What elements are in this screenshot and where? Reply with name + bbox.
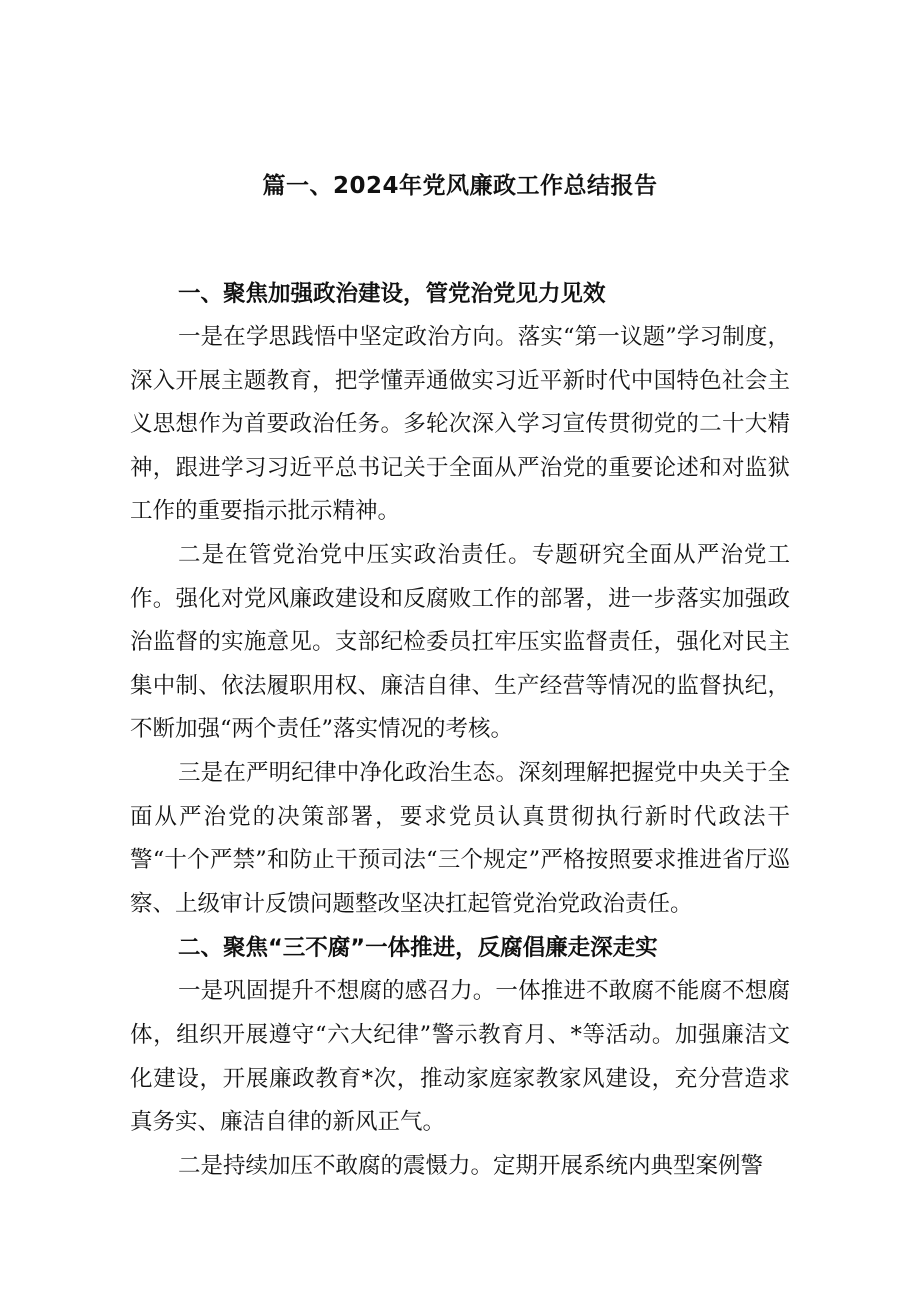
paragraph-2-2: 二是持续加压不敢腐的震慑力。定期开展系统内典型案例警 <box>178 1152 764 1179</box>
section-heading-1: 一、聚焦加强政治建设，管党治党见力见效 <box>178 281 606 307</box>
section-heading-2: 二、聚焦“三不腐”一体推进，反腐倡廉走深走实 <box>178 935 658 962</box>
document-title: 篇一、2024年党风廉政工作总结报告 <box>262 173 658 199</box>
document-body <box>130 272 790 1188</box>
paragraph-1-2: 二是在管党治党中压实政治责任。专题研究全面从严治党工作。强化对党风廉政建设和反腐败工作的部署，进一步落实加强政治监督的实施意见。支部纪检委员扛牢压实监督责任，强化对民主集中制、依法履职用权、廉洁自律、生产经营等情况的监督执纪，不断加强“两个责任”落实情况的考核。 <box>130 541 790 743</box>
paragraph-1-3: 三是在严明纪律中净化政治生态。深刻理解把握党中央关于全面从严治党的决策部署，要求党员认真贯彻执行新时代政法干警“十个严禁”和防止干预司法“三个规定”严格按照要求推进省厅巡察、上级审计反馈问题整改坚决扛起管党治党政治责任。 <box>130 759 790 917</box>
paragraph-1-1: 一是在学思践悟中坚定政治方向。落实“第一议题”学习制度，深入开展主题教育，把学懂弄通做实习近平新时代中国特色社会主义思想作为首要政治任务。多轮次深入学习宣传贯彻党的二十大精神，跟进学习习近平总书记关于全面从严治党的重要论述和对监狱工作的重要指示批示精神。 <box>130 324 790 525</box>
paragraph-2-1: 一是巩固提升不想腐的感召力。一体推进不敢腐不能腐不想腐体，组织开展遵守“六大纪律”警示教育月、*等活动。加强廉洁文化建设，开展廉政教育*次，推动家庭家教家风建设，充分营造求真务实、廉洁自律的新风正气。 <box>130 978 790 1136</box>
